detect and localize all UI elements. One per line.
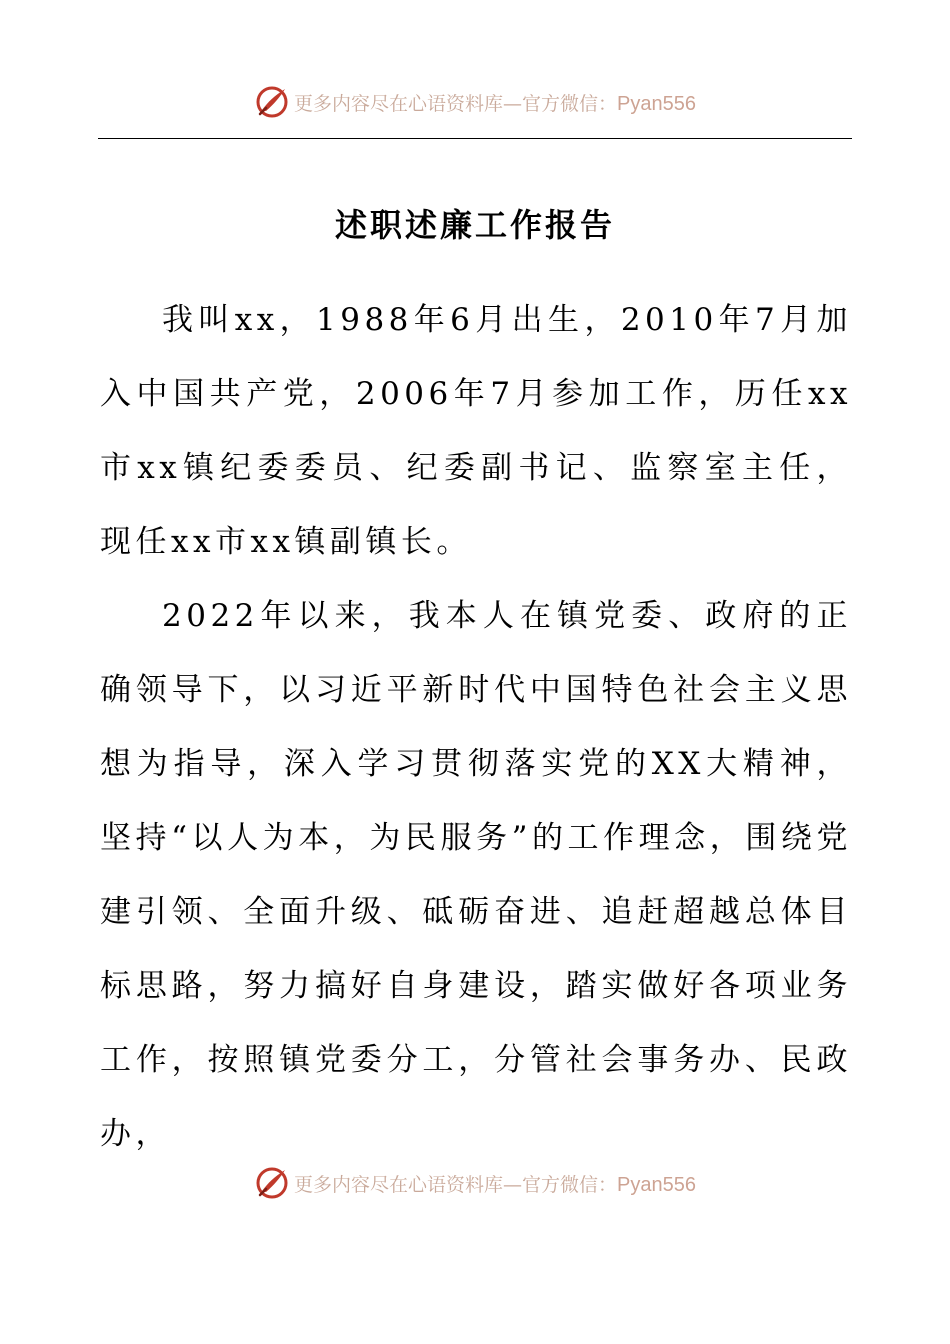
paragraph: 2022年以来，我本人在镇党委、政府的正确领导下，以习近平新时代中国特色社会主义思想为指导，深入学习贯彻落实党的XX大精神，坚持“以人为本，为民服务”的工作理念，围绕党建引领、全面升级、砥砺奋进、追赶超越总体目标思路，努力搞好自身建设，踏实做好各项业务工作，按照镇党委分工，分管社会事务办、民政办， [100, 598, 852, 1152]
quill-logo-icon [254, 1165, 290, 1201]
watermark-text: 更多内容尽在心语资料库—官方微信：Pyan556 [294, 1173, 696, 1196]
header-watermark [0, 82, 950, 122]
document-body [100, 283, 852, 1171]
watermark-text: 更多内容尽在心语资料库—官方微信：Pyan556 [294, 92, 696, 115]
watermark-handle: Pyan556 [617, 92, 696, 115]
document-title: 述职述廉工作报告 [334, 206, 615, 244]
paragraph: 我叫xx，1988年6月出生，2010年7月加入中国共产党，2006年7月参加工作，历任xx市xx镇纪委委员、纪委副书记、监察室主任，现任xx市xx镇副镇长。 [100, 302, 852, 560]
quill-logo-icon [254, 84, 290, 120]
footer-watermark [0, 1163, 950, 1203]
header-divider [98, 138, 852, 139]
watermark-handle: Pyan556 [617, 1173, 696, 1196]
